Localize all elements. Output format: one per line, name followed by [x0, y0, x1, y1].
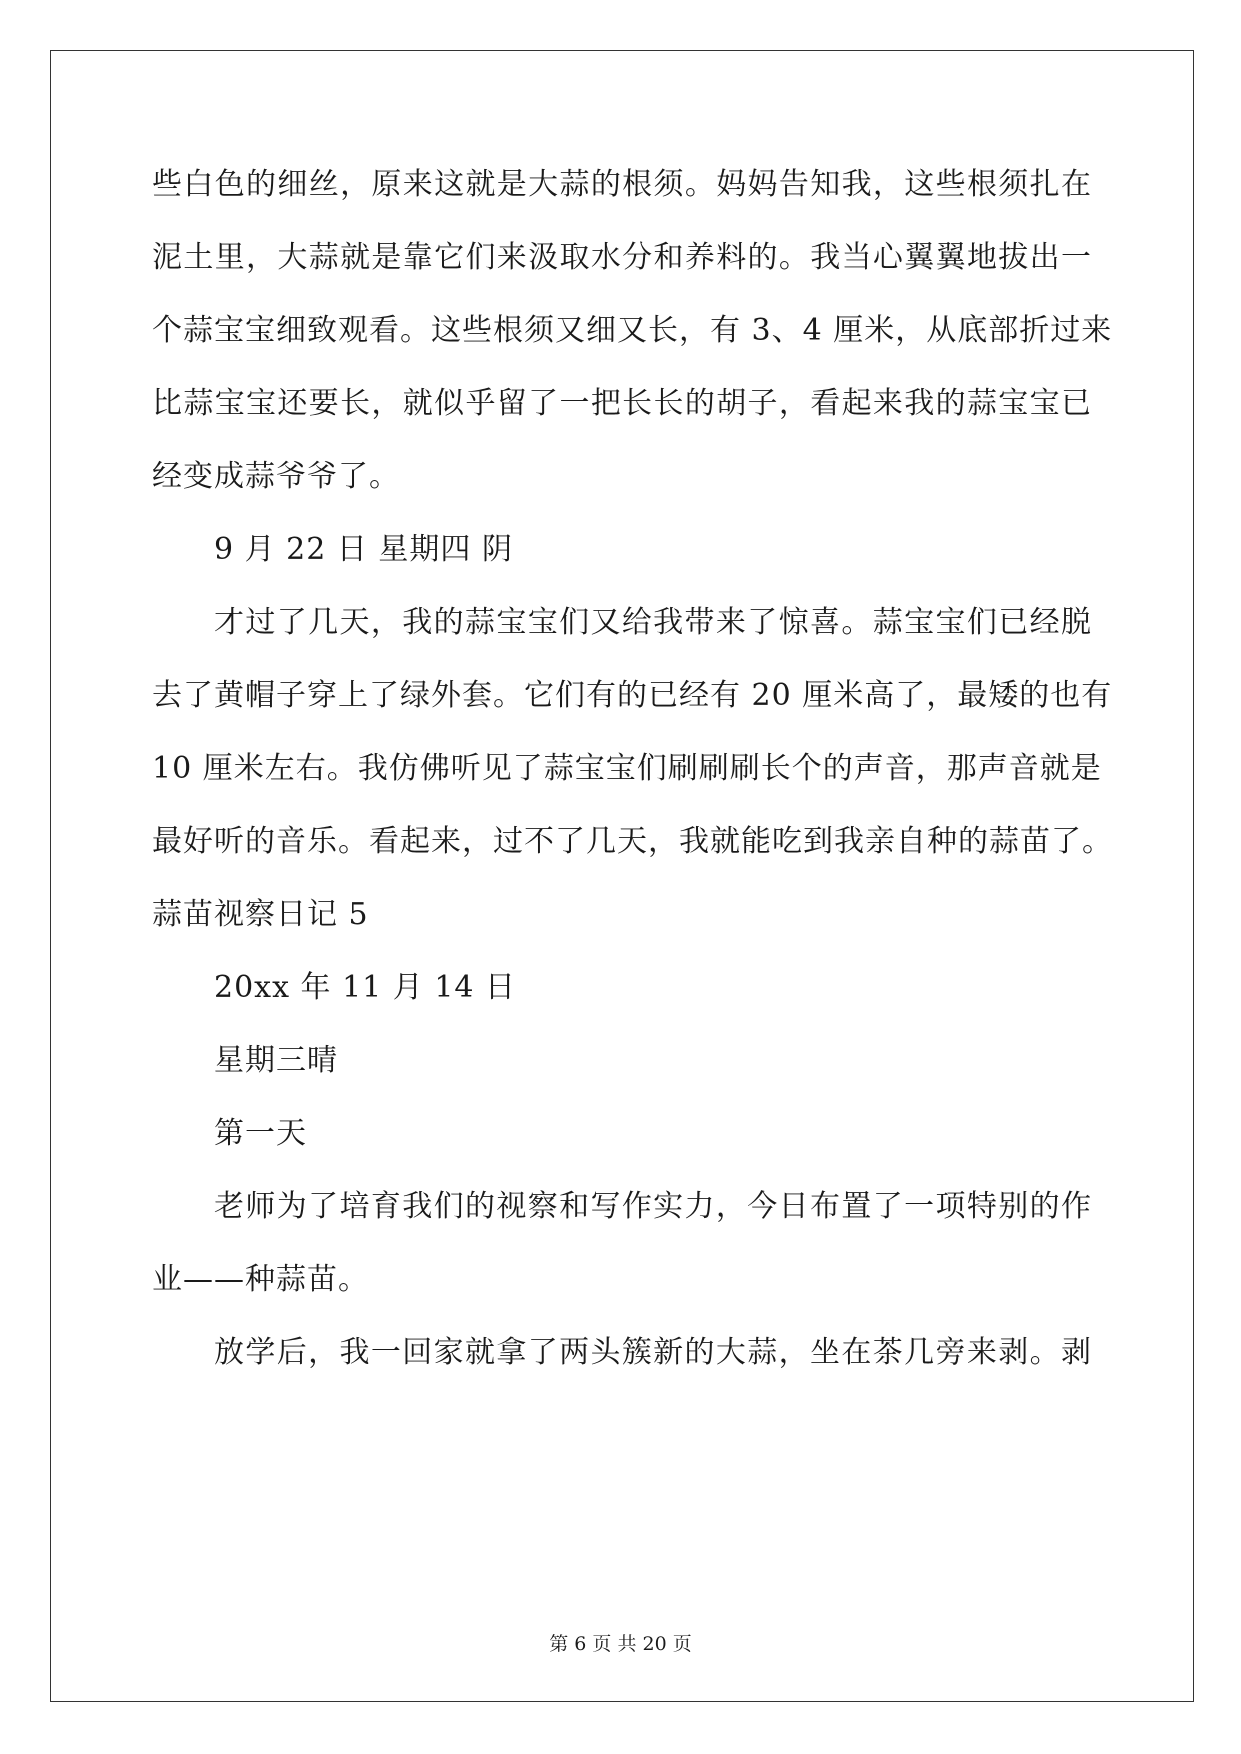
- text-line: 才过了几天，我的蒜宝宝们又给我带来了惊喜。蒜宝宝们已经脱: [214, 605, 1092, 640]
- text-line: 老师为了培育我们的视察和写作实力，今日布置了一项特别的作: [214, 1189, 1092, 1224]
- section-title: 蒜苗视察日记 5: [152, 897, 369, 932]
- text-line: 个蒜宝宝细致观看。这些根须又细又长，有 3、4 厘米，从底部折过来: [152, 313, 1113, 348]
- text-line: 泥土里，大蒜就是靠它们来汲取水分和养料的。我当心翼翼地拔出一: [152, 240, 1092, 275]
- weather-heading: 星期三晴: [214, 1043, 338, 1078]
- day-heading: 第一天: [214, 1116, 307, 1151]
- text-line: 经变成蒜爷爷了。: [152, 459, 400, 494]
- text-line: 比蒜宝宝还要长，就似乎留了一把长长的胡子，看起来我的蒜宝宝已: [152, 386, 1092, 421]
- text-line: 业——种蒜苗。: [152, 1262, 369, 1297]
- page-border: [50, 50, 1194, 1702]
- text-line: 10 厘米左右。我仿佛听见了蒜宝宝们刷刷刷长个的声音，那声音就是: [152, 751, 1102, 786]
- text-line: 放学后，我一回家就拿了两头簇新的大蒜，坐在茶几旁来剥。剥: [214, 1335, 1092, 1370]
- date-heading: 20xx 年 11 月 14 日: [214, 970, 517, 1005]
- page-number-footer: 第 6 页 共 20 页: [549, 1633, 692, 1655]
- text-line: 些白色的细丝，原来这就是大蒜的根须。妈妈告知我，这些根须扎在: [152, 167, 1092, 202]
- text-line: 最好听的音乐。看起来，过不了几天，我就能吃到我亲自种的蒜苗了。: [152, 824, 1113, 859]
- text-line: 去了黄帽子穿上了绿外套。它们有的已经有 20 厘米高了，最矮的也有: [152, 678, 1113, 713]
- date-heading: 9 月 22 日 星期四 阴: [214, 532, 513, 567]
